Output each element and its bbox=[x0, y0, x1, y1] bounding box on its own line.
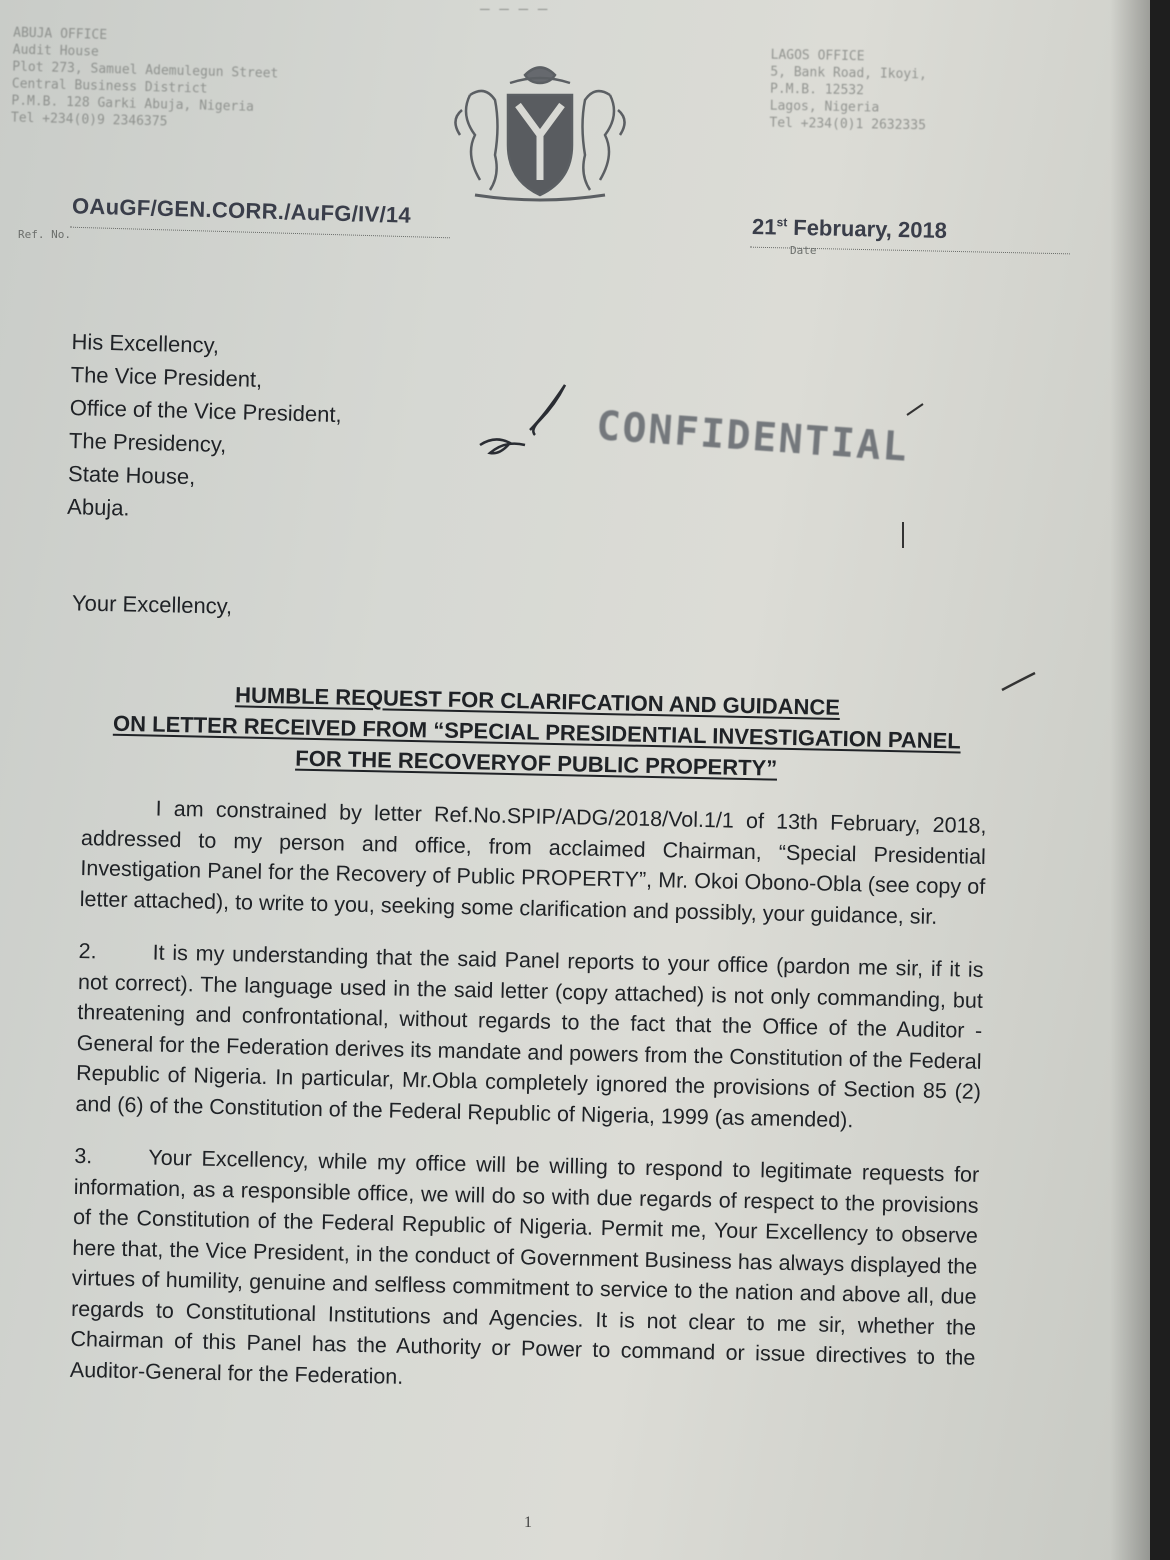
date-ordinal: st bbox=[776, 215, 788, 230]
paragraph-2 bbox=[75, 936, 984, 1138]
page-shadow bbox=[1110, 0, 1150, 1560]
subject-heading bbox=[76, 676, 998, 788]
letter-body bbox=[69, 792, 987, 1426]
letterhead-left-address: ABUJA OFFICE Audit House Plot 273, Samuel Ademulegun Street Central Business District P.M.B. 128 Garki Abuja, Nigeria Tel +234(0)9 2346375 bbox=[10, 25, 279, 130]
letterhead-top-line: — — — — bbox=[480, 0, 548, 18]
addressee-line: His Excellency, bbox=[71, 328, 220, 358]
paragraph-number: 3. bbox=[74, 1143, 93, 1169]
confidential-stamp: CONFIDENTIAL bbox=[594, 403, 911, 471]
paragraph-text: Your Excellency, while my office will be willing to respond to legitimate requests for information, as a responsible office, we will do so with due regards of respect to the provisions of the Constitution of the Federal Republic of Nigeria. Permit me, Your Excellency to observe here that, the Vice President, in the conduct of Government Business has always displayed the virtues of humility, genuine and selfless commitment to service to the nation and above all, due regards to Constitutional Institutions and Agencies. It is not clear to me sir, whether the Chairman of this Panel has the Authority or Power to command or issue directives to the Auditor-General for the Federation. bbox=[69, 1145, 980, 1389]
date-month-year: February, 2018 bbox=[786, 214, 948, 244]
paragraph-text: I am constrained by letter Ref.No.SPIP/ADG/2018/Vol.1/1 of 13th February, 2018, addressed to my person and office, from acclaimed Chairman, “Special Presidential Investigation Panel for the Recovery of Public PROPERTY”, Mr. Okoi Obono-Obla (see copy of letter attached), to write to you, seeking some clarification and possibly, your guidance, sir. bbox=[79, 796, 987, 929]
addressee-line: The Presidency, bbox=[68, 427, 227, 458]
pen-mark-icon bbox=[898, 520, 908, 550]
subject-line: FOR THE RECOVERYOF PUBLIC PROPERTY” bbox=[295, 745, 778, 781]
addressee-block bbox=[67, 325, 344, 530]
background-edge bbox=[1150, 0, 1170, 1560]
addressee-line: Abuja. bbox=[66, 493, 130, 521]
letter-date bbox=[752, 214, 947, 244]
page-number: 1 bbox=[524, 1514, 532, 1531]
letterhead-right-address: LAGOS OFFICE 5, Bank Road, Ikoyi, P.M.B. 12532 Lagos, Nigeria Tel +234(0)1 2632335 bbox=[769, 47, 927, 134]
pen-mark-icon bbox=[905, 400, 925, 420]
reference-label: Ref. No. bbox=[18, 228, 71, 241]
date-day: 21 bbox=[751, 213, 777, 240]
addressee-line: State House, bbox=[67, 460, 196, 490]
addressee-line: The Vice President, bbox=[70, 361, 263, 392]
reference-number: OAuGF/GEN.CORR./AuFG/IV/14 bbox=[71, 193, 412, 228]
addressee-line: Office of the Vice President, bbox=[69, 394, 342, 428]
paragraph-number: 2. bbox=[78, 938, 97, 964]
subject-line: ON LETTER RECEIVED FROM “SPECIAL PRESIDENTIAL INVESTIGATION PANEL bbox=[112, 710, 962, 754]
date-label: Date bbox=[790, 244, 817, 257]
paragraph-1 bbox=[79, 792, 986, 933]
salutation: Your Excellency, bbox=[71, 590, 233, 619]
subject-line: HUMBLE REQUEST FOR CLARIFCATION AND GUIDANCE bbox=[234, 682, 841, 720]
coat-of-arms-icon bbox=[440, 55, 640, 205]
paragraph-3 bbox=[70, 1141, 980, 1404]
reference-dotted-line bbox=[70, 227, 450, 239]
handwritten-initials-icon bbox=[470, 375, 580, 475]
check-mark-icon bbox=[1000, 665, 1040, 695]
paragraph-text: It is my understanding that the said Panel reports to your office (pardon me sir, if it is not correct). The language used in the said letter (copy attached) is not only commanding, but threatening and confrontational, without regards to the fact that the Office of the Auditor -General for the Federation derives its mandate and powers from the Constitution of the Federal Republic of Nigeria. In particular, Mr.Obla completely ignored the provisions of Section 85 (2) and (6) of the Constitution of the Federal Republic of Nigeria, 1999 (as amended). bbox=[75, 940, 984, 1132]
paragraph-indent bbox=[82, 814, 156, 816]
